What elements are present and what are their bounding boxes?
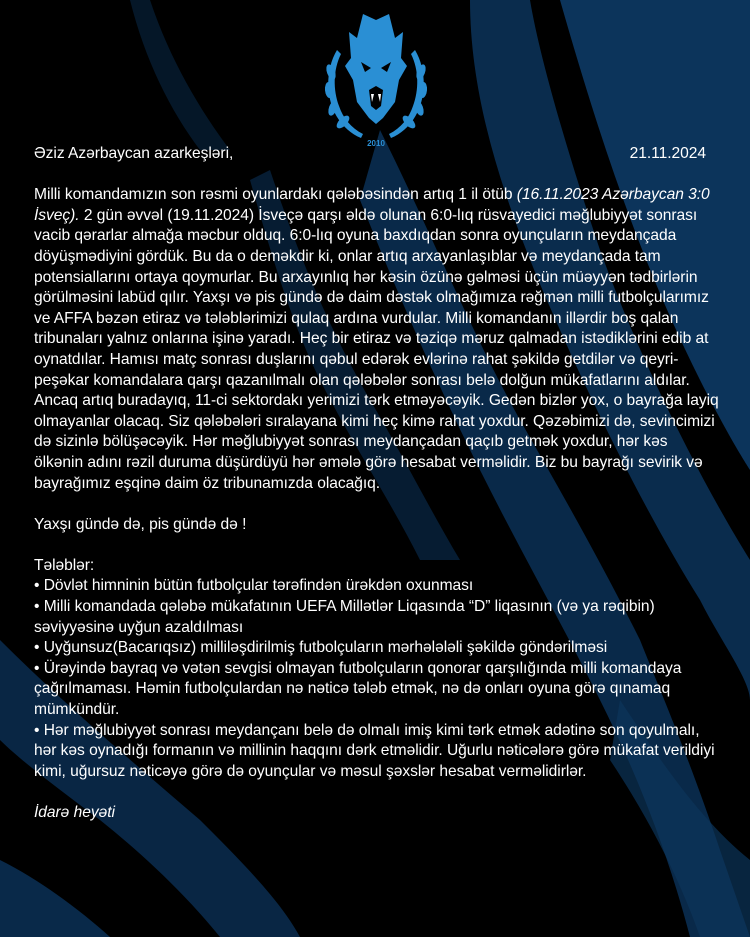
greeting-row [34, 144, 720, 165]
requirement-item: • Ürəyində bayraq və vətən sevgisi olmayan futbolçuların qonorar qarşılığında milli komandaya çağrılmaması. Həmin futbolçulardan nə nəticə tələb etmək, nə də onları oyuna görə qınamaq mümkündür. [34, 659, 682, 719]
wolf-logo-icon [317, 10, 435, 150]
requirement-item: • Dövlət himninin bütün futbolçular tərəfindən ürəkdən oxunması [34, 577, 474, 595]
requirements-title: Tələblər: [34, 556, 95, 574]
body-text-2: 2 gün əvvəl (19.11.2024) İsveçə qarşı əldə olunan 6:0-lıq rüsvayedici məğlubiyyət sonrası vacib qərarlar almağa məcbur olduq. 6:0-lıq oyuna baxdıqdan sonra oyunçuların meydançada döyüşmədiyini gördük. Bu da o deməkdir ki, onlar artıq arxayanlaşıblar və meydançada tam potensiallarını ortaya qoymurlar. Bu arxayınlıq hər kəsin özünə gəlməsi üçün müəyyən tədbirlərin görülməsini labüd qılır. Yaxşı və pis gündə də daim dəstək olmağımıza rəğmən milli futbolçularımız ve AFFA bəzən etiraz və tələblərimizi qulaq ardına vurdular. Milli komandanın illərdir boş qalan tribunaları yalnız onlarına işinə yaradı. Heç bir etiraz və təziqə məruz qalmadan istədiklərini edib at oynatdılar. Hamısı matç sonrası duşlarını qəbul edərək evlərinə rahat şəkildə getdilər və qeyri-peşəkar komandalara qarşı qazanılmalı olan qələbələr sonrası belə dolğun mükafatlarını aldılar. Ancaq artıq buradayıq, 11-ci sektordakı yerimizi tərk etməyəcəyik. Gedən bizlər yox, o bayrağa layiq olmayanlar olacaq. Siz qələbələri sıralayana kimi heç kimə rahat yoxdur. Qəzəbimizi də, sevincimizi də sizinlə bölüşəcəyik. Hər məğlubiyyət sonrası meydançadan qaçıb getmək yoxdur, hər kəs ölkənin adını rəzil duruma düşürdüyü hər əmələ görə hesabat verməlidir. Biz bu bayrağı sevirik və bayrağımız eşqinə daim öz tribunamızda olacağıq. [34, 206, 719, 492]
body-text-italic: (16.11.2023 Azərbaycan 3:0 İsveç). [34, 186, 710, 224]
requirement-item: • Milli komandada qələbə mükafatının UEFA Millətlər Liqasında “D” liqasının (və ya rəqibin) səviyyəsinə uyğun azaldılması [34, 598, 655, 636]
requirements-list [34, 576, 720, 782]
signature: İdarə heyəti [34, 804, 115, 821]
slogan: Yaxşı gündə də, pis gündə də ! [34, 515, 247, 533]
logo-year: 2010 [367, 139, 385, 148]
letter-date: 21.11.2024 [629, 145, 706, 162]
letter-body [34, 185, 720, 494]
letter [34, 144, 720, 824]
requirement-item: • Hər məğlubiyyət sonrası meydançanı belə də olmalı imiş kimi tərk etmək adətinə son qoyulmalı, hər kəs oynadığı formanın və millinin haqqını dərk etməlidir. Uğurlu nəticələrə görə mükafat verildiyi kimi, uğursuz nəticəyə görə də oyunçular və məsul şəxslər hesabat verməlidirlər. [34, 721, 715, 780]
requirement-item: • Uyğunsuz(Bacarıqsız) milliləşdirilmiş futbolçuların mərhələləli şəkildə göndərilməsi [34, 639, 608, 657]
body-text-1: Milli komandamızın son rəsmi oyunlardakı qələbəsindən artıq 1 il ötüb [34, 186, 517, 204]
greeting: Əziz Azərbaycan azarkeşləri, [34, 145, 234, 162]
